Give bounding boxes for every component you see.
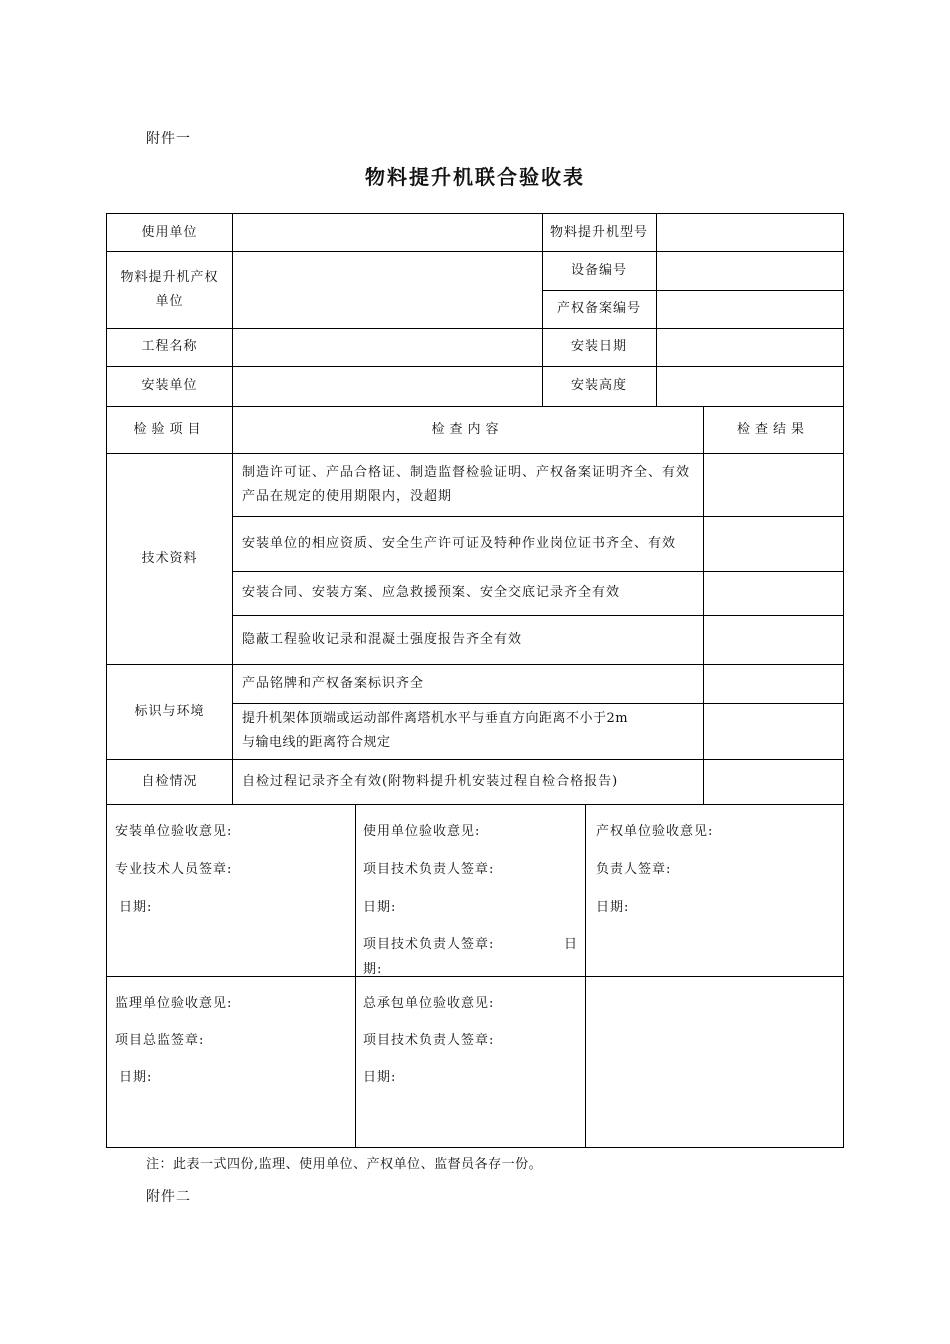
check-item: 隐蔽工程验收记录和混凝土强度报告齐全有效	[242, 631, 523, 647]
install-opinion-label: 安装单位验收意见:	[115, 824, 233, 839]
use-date2-label-b: 期:	[363, 962, 383, 977]
supervisor-signer-label: 项目总监签章:	[115, 1033, 205, 1048]
use-opinion-label: 使用单位验收意见:	[363, 824, 481, 839]
attachment-label: 附件一	[146, 131, 191, 147]
use-date-field-label: 日期:	[363, 900, 397, 915]
check-item: 安装合同、安装方案、应急救援预案、安全交底记录齐全有效	[242, 585, 621, 600]
owner-signer-label: 负责人签章:	[596, 862, 672, 877]
col-item-header: 检验项目	[133, 421, 206, 437]
group-self-check: 自检情况	[141, 773, 198, 789]
group-technical-data: 技术资料	[141, 550, 198, 566]
check-item: 制造许可证、产品合格证、制造监督检验证明、产权备案证明齐全、有效产品在规定的使用期限内，没超期	[242, 464, 691, 504]
install-date-label: 安装日期	[570, 339, 627, 354]
project-name-label: 工程名称	[141, 339, 198, 354]
install-date-field-label: 日期:	[119, 900, 153, 915]
supervisor-date-field-label: 日期:	[119, 1070, 153, 1085]
owner-date-field-label: 日期:	[596, 900, 630, 915]
next-attachment-label: 附件二	[146, 1189, 191, 1205]
use-signer-label: 项目技术负责人签章:	[363, 862, 495, 877]
install-signer-label: 专业技术人员签章:	[115, 862, 233, 877]
owner-unit-label: 物料提升机产权单位	[120, 269, 219, 309]
col-content-header: 检查内容	[431, 421, 504, 437]
use-unit-label: 使用单位	[141, 224, 198, 240]
registration-no-label: 产权备案编号	[556, 301, 641, 316]
use-date2-label-a: 日	[564, 937, 579, 952]
equipment-no-label: 设备编号	[570, 262, 627, 278]
contractor-signer-label: 项目技术负责人签章:	[363, 1033, 495, 1048]
contractor-date-field-label: 日期:	[363, 1070, 397, 1085]
model-label: 物料提升机型号	[549, 224, 648, 240]
col-result-header: 检查结果	[736, 421, 809, 437]
check-item: 安装单位的相应资质、安全生产许可证及特种作业岗位证书齐全、有效	[242, 535, 677, 551]
use-signer2-label: 项目技术负责人签章:	[363, 937, 495, 952]
check-item: 自检过程记录齐全有效(附物料提升机安装过程自检合格报告)	[242, 773, 619, 789]
owner-opinion-label: 产权单位验收意见:	[596, 824, 714, 839]
acceptance-table	[106, 213, 844, 1148]
footer-note: 注：此表一式四份,监理、使用单位、产权单位、监督员各存一份。	[146, 1157, 543, 1172]
install-unit-label: 安装单位	[141, 378, 198, 393]
check-item: 产品铭牌和产权备案标识齐全	[242, 675, 425, 691]
supervisor-opinion-label: 监理单位验收意见:	[115, 996, 233, 1011]
page-title: 物料提升机联合验收表	[365, 165, 585, 189]
install-height-label: 安装高度	[570, 378, 627, 393]
group-marking-environment: 标识与环境	[134, 703, 205, 719]
check-item: 提升机架体顶端或运动部件离塔机水平与垂直方向距离不小于2m 与输电线的距离符合规定	[242, 711, 629, 750]
contractor-opinion-label: 总承包单位验收意见:	[363, 996, 495, 1011]
